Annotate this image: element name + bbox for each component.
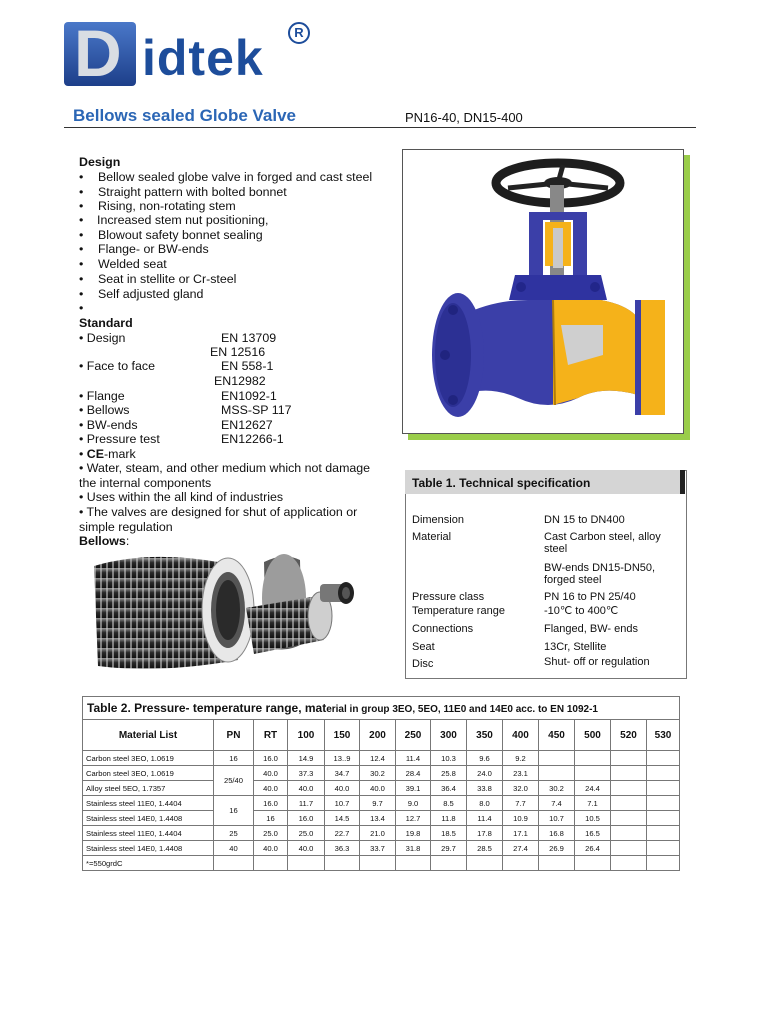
table-note-row	[83, 856, 680, 871]
value-cell: 10.9	[503, 811, 539, 826]
value-cell: 10.7	[325, 796, 360, 811]
column-header: 500	[575, 720, 611, 751]
design-item: • Blowout safety bonnet sealing	[79, 228, 263, 242]
design-heading: Design	[79, 155, 121, 169]
logo-d-block: D	[64, 22, 136, 86]
column-header: Material List	[83, 720, 214, 751]
value-cell: 40.0	[254, 766, 288, 781]
value-cell: 31.8	[396, 841, 431, 856]
spec-label: Temperature range	[412, 605, 505, 617]
ce-mark: • CE-mark	[79, 447, 136, 461]
table2-caption-row	[83, 697, 680, 720]
value-cell: 24.4	[575, 781, 611, 796]
valve-image-frame	[402, 149, 684, 434]
spec-value: Shut- off or regulation	[544, 656, 650, 668]
design-item: • Rising, non-rotating stem	[79, 199, 236, 213]
material-cell: Stainless steel 14E0, 1.4408	[83, 841, 214, 856]
note-uses: • Uses within the all kind of industries	[79, 490, 284, 504]
value-cell: 33.7	[360, 841, 396, 856]
value-cell: 11.7	[288, 796, 325, 811]
value-cell	[611, 826, 647, 841]
value-cell	[611, 781, 647, 796]
value-cell: 7.7	[503, 796, 539, 811]
material-cell: Stainless steel 14E0, 1.4408	[83, 811, 214, 826]
column-header: PN	[214, 720, 254, 751]
column-header: 250	[396, 720, 431, 751]
value-cell: 18.5	[431, 826, 467, 841]
value-cell: 7.1	[575, 796, 611, 811]
value-cell	[575, 766, 611, 781]
value-cell: 40.0	[254, 781, 288, 796]
value-cell: 10.5	[575, 811, 611, 826]
value-cell: 39.1	[396, 781, 431, 796]
value-cell: 34.7	[325, 766, 360, 781]
pn-cell: 25	[214, 826, 254, 841]
std-bellows-label: • Bellows	[79, 403, 130, 417]
design-item: • Straight pattern with bolted bonnet	[79, 185, 287, 199]
std-f2f-value-2: EN12982	[214, 374, 266, 388]
table-row	[83, 796, 680, 811]
table-row	[83, 841, 680, 856]
value-cell: 40.0	[325, 781, 360, 796]
spec-label: Dimension	[412, 514, 464, 526]
spec-value: 13Cr, Stellite	[544, 641, 607, 653]
value-cell: 25.0	[254, 826, 288, 841]
registered-mark: R	[288, 22, 310, 44]
design-item: • Increased stem nut positioning,	[79, 213, 269, 227]
spec-value: forged steel	[544, 574, 602, 586]
column-header: 520	[611, 720, 647, 751]
design-item: • Flange- or BW-ends	[79, 242, 209, 256]
column-header: 350	[467, 720, 503, 751]
spec-value: PN 16 to PN 25/40	[544, 591, 636, 603]
value-cell: 32.0	[503, 781, 539, 796]
material-cell: Stainless steel 11E0, 1.4404	[83, 796, 214, 811]
column-header: 530	[647, 720, 680, 751]
value-cell: 25.0	[288, 826, 325, 841]
spec-value: Flanged, BW- ends	[544, 623, 638, 635]
value-cell: 28.4	[396, 766, 431, 781]
design-item: • Seat in stellite or Cr-steel	[79, 272, 237, 286]
value-cell: 25.8	[431, 766, 467, 781]
table-note: *=550grdC	[83, 856, 214, 871]
globe-valve-illustration	[403, 150, 683, 433]
design-item: •	[79, 301, 84, 315]
table-row	[83, 766, 680, 781]
value-cell	[647, 766, 680, 781]
value-cell	[539, 751, 575, 766]
value-cell: 23.1	[503, 766, 539, 781]
value-cell: 10.3	[431, 751, 467, 766]
value-cell	[647, 811, 680, 826]
std-design-value-2: EN 12516	[210, 345, 266, 359]
spec-value: Cast Carbon steel, alloy	[544, 531, 661, 543]
value-cell: 29.7	[431, 841, 467, 856]
value-cell: 12.4	[360, 751, 396, 766]
value-cell: 9.2	[503, 751, 539, 766]
value-cell	[575, 751, 611, 766]
value-cell: 16.5	[575, 826, 611, 841]
value-cell: 16.8	[539, 826, 575, 841]
value-cell: 30.2	[539, 781, 575, 796]
value-cell: 40.0	[288, 781, 325, 796]
material-cell: Carbon steel 3EO, 1.0619	[83, 751, 214, 766]
value-cell: 11.4	[467, 811, 503, 826]
value-cell: 13.4	[360, 811, 396, 826]
std-flange-value: EN1092-1	[221, 389, 277, 403]
spec-value: DN 15 to DN400	[544, 514, 625, 526]
value-cell	[647, 826, 680, 841]
value-cell: 14.9	[288, 751, 325, 766]
std-bw-value: EN12627	[221, 418, 273, 432]
value-cell: 8.5	[431, 796, 467, 811]
spec-label: Material	[412, 531, 452, 543]
std-bellows-value: MSS-SP 117	[221, 403, 292, 417]
value-cell: 7.4	[539, 796, 575, 811]
design-item: • Self adjusted gland	[79, 287, 204, 301]
value-cell: 40.0	[360, 781, 396, 796]
std-f2f-value: EN 558-1	[221, 359, 274, 373]
spec-label: Disc	[412, 658, 434, 670]
column-header: 450	[539, 720, 575, 751]
std-flange-label: • Flange	[79, 389, 125, 403]
value-cell	[647, 781, 680, 796]
value-cell	[611, 751, 647, 766]
value-cell: 9.7	[360, 796, 396, 811]
value-cell: 9.6	[467, 751, 503, 766]
table-row	[83, 811, 680, 826]
value-cell	[539, 766, 575, 781]
value-cell: 30.2	[360, 766, 396, 781]
value-cell: 33.8	[467, 781, 503, 796]
value-cell	[647, 796, 680, 811]
value-cell: 21.0	[360, 826, 396, 841]
value-cell: 16.0	[254, 796, 288, 811]
value-cell: 26.4	[575, 841, 611, 856]
page-title: Bellows sealed Globe Valve	[73, 106, 296, 125]
standard-heading: Standard	[79, 316, 133, 330]
column-header: 200	[360, 720, 396, 751]
bellows-heading: Bellows:	[79, 534, 130, 548]
value-cell: 17.8	[467, 826, 503, 841]
pn-cell: 40	[214, 841, 254, 856]
material-cell: Alloy steel 5EO, 1.7357	[83, 781, 214, 796]
spec-label: Pressure class	[412, 591, 485, 603]
std-f2f-label: • Face to face	[79, 359, 155, 373]
design-item: • Welded seat	[79, 257, 167, 271]
value-cell: 11.8	[431, 811, 467, 826]
value-cell: 37.3	[288, 766, 325, 781]
value-cell: 40.0	[288, 841, 325, 856]
note-water-2: the internal components	[79, 476, 212, 490]
value-cell	[611, 766, 647, 781]
value-cell: 16	[254, 811, 288, 826]
std-pt-label: • Pressure test	[79, 432, 160, 446]
value-cell: 14.5	[325, 811, 360, 826]
value-cell: 16.0	[254, 751, 288, 766]
spec-value: -10℃ to 400℃	[544, 605, 619, 617]
logo-wordmark: idtek	[142, 30, 264, 86]
value-cell: 27.4	[503, 841, 539, 856]
page-subtitle: PN16-40, DN15-400	[405, 110, 523, 125]
value-cell	[611, 811, 647, 826]
column-header: 150	[325, 720, 360, 751]
table-row	[83, 781, 680, 796]
technical-spec-title: Table 1. Technical specification	[412, 476, 591, 490]
value-cell: 36.4	[431, 781, 467, 796]
didtek-logo	[64, 22, 314, 88]
value-cell	[647, 841, 680, 856]
value-cell	[611, 796, 647, 811]
table-row	[83, 826, 680, 841]
bellows-photo	[88, 548, 360, 680]
pressure-temperature-table	[82, 696, 680, 871]
material-cell: Carbon steel 3EO, 1.0619	[83, 766, 214, 781]
value-cell: 13..9	[325, 751, 360, 766]
value-cell: 9.0	[396, 796, 431, 811]
value-cell	[647, 751, 680, 766]
value-cell: 19.8	[396, 826, 431, 841]
value-cell: 12.7	[396, 811, 431, 826]
value-cell	[611, 841, 647, 856]
column-header: RT	[254, 720, 288, 751]
pn-cell: 16	[214, 796, 254, 826]
std-pt-value: EN12266-1	[221, 432, 284, 446]
note-valves: • The valves are designed for shut of application or	[79, 505, 358, 519]
std-design-value: EN 13709	[221, 331, 277, 345]
column-header: 100	[288, 720, 325, 751]
pn-cell: 25/40	[214, 766, 254, 796]
table2-header-row	[83, 720, 680, 751]
column-header: 300	[431, 720, 467, 751]
value-cell: 17.1	[503, 826, 539, 841]
table-row	[83, 751, 680, 766]
std-design-label: • Design	[79, 331, 126, 345]
note-valves-2: simple regulation	[79, 520, 173, 534]
value-cell: 40.0	[254, 841, 288, 856]
table2-caption: Table 2. Pressure- temperature range, material in group 3EO, 5EO, 11E0 and 14E0 acc. to EN 1092-1	[83, 697, 680, 720]
value-cell: 36.3	[325, 841, 360, 856]
value-cell: 24.0	[467, 766, 503, 781]
pn-cell: 16	[214, 751, 254, 766]
design-item: • Bellow sealed globe valve in forged and cast steel	[79, 170, 373, 184]
value-cell: 10.7	[539, 811, 575, 826]
spec-value: BW-ends DN15-DN50,	[544, 562, 656, 574]
value-cell: 26.9	[539, 841, 575, 856]
value-cell: 11.4	[396, 751, 431, 766]
std-bw-label: • BW-ends	[79, 418, 138, 432]
spec-value: steel	[544, 543, 568, 555]
note-water: • Water, steam, and other medium which not damage	[79, 461, 371, 475]
spec-label: Seat	[412, 641, 435, 653]
title-rule	[64, 127, 696, 128]
value-cell: 28.5	[467, 841, 503, 856]
value-cell: 22.7	[325, 826, 360, 841]
spec-label: Connections	[412, 623, 474, 635]
column-header: 400	[503, 720, 539, 751]
value-cell: 8.0	[467, 796, 503, 811]
value-cell: 16.0	[288, 811, 325, 826]
material-cell: Stainless steel 11E0, 1.4404	[83, 826, 214, 841]
